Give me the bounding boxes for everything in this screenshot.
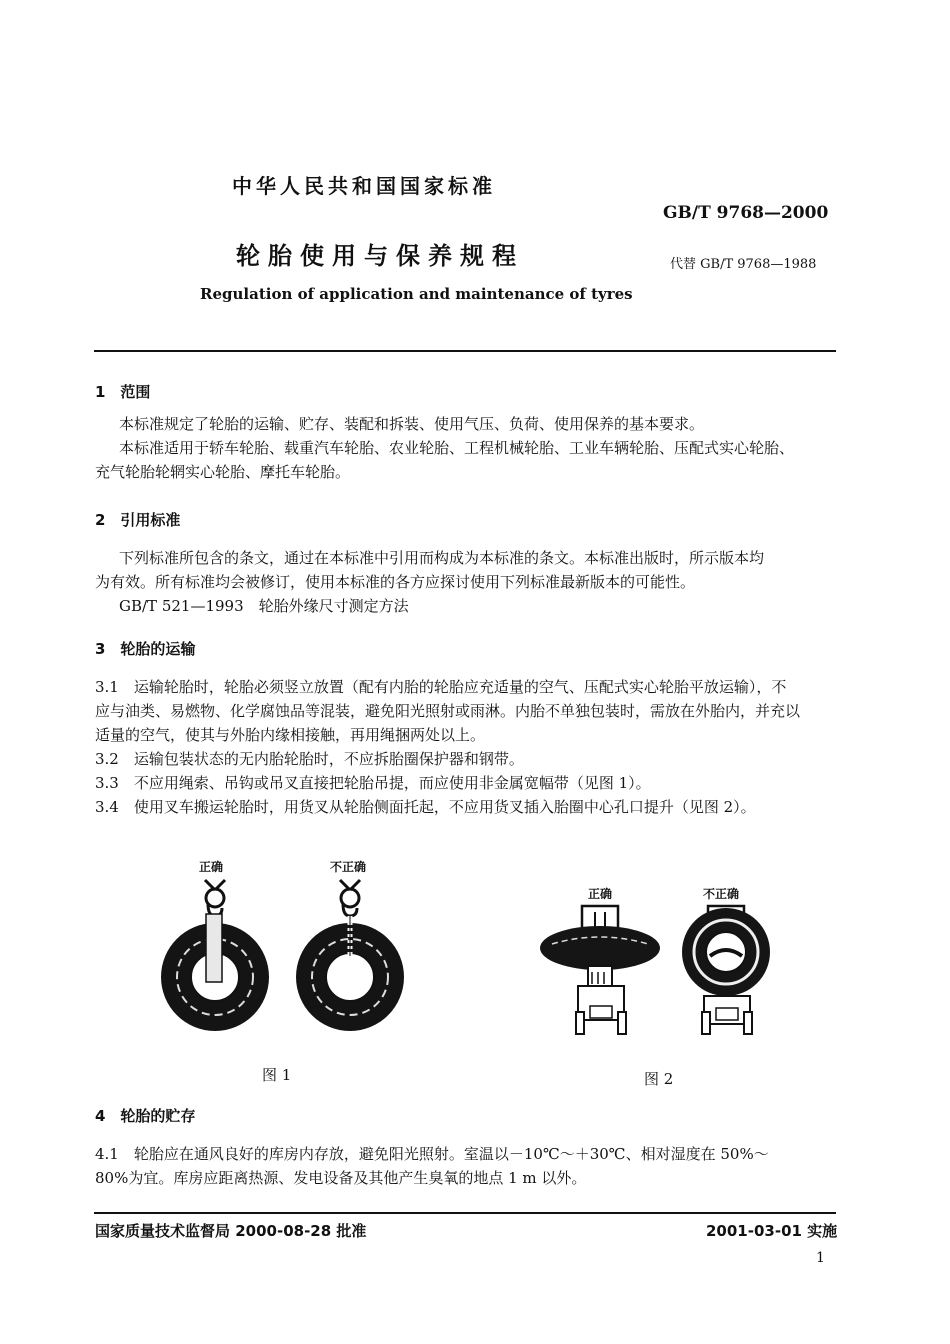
clause: 3.1 运输轮胎时，轮胎必须竖立放置（配有内胎的轮胎应充适量的空气、压配式实心轮胎平放运输），不: [95, 678, 787, 696]
section-heading: 2 引用标准: [95, 511, 181, 529]
section-4-body: [95, 1142, 840, 1190]
paragraph: 为有效。所有标准均会被修订，使用本标准的各方应探讨使用下列标准最新版本的可能性。: [95, 573, 696, 591]
paragraph: 充气轮胎轮辋实心轮胎、摩托车轮胎。: [95, 463, 351, 481]
clause: 3.2 运输包装状态的无内胎轮胎时，不应拆胎圈保护器和钢带。: [95, 750, 524, 768]
page-number: 1: [816, 1250, 825, 1266]
figure-1-incorrect-tyre: [296, 880, 404, 1031]
section-heading: 4 轮胎的贮存: [95, 1107, 196, 1125]
clause: 80%为宜。库房应距离热源、发电设备及其他产生臭氧的地点 1 m 以外。: [95, 1169, 587, 1187]
referenced-standard: GB/T 521—1993 轮胎外缘尺寸测定方法: [119, 597, 409, 615]
effective-date: 2001-03-01 实施: [706, 1222, 838, 1240]
clause: 3.4 使用叉车搬运轮胎时，用货叉从轮胎侧面托起，不应用货叉插入胎圈中心孔口提升（见图 2）。: [95, 798, 756, 816]
section-1-body: [95, 412, 840, 484]
clause: 4.1 轮胎应在通风良好的库房内存放，避免阳光照射。室温以－10℃～＋30℃、相对湿度在 50%～: [95, 1145, 769, 1163]
figure-1-label-correct: 正确: [199, 860, 224, 874]
figure-2-incorrect-forklift: [682, 906, 770, 1034]
paragraph: 下列标准所包含的条文，通过在本标准中引用而构成为本标准的条文。本标准出版时，所示版本均: [119, 549, 765, 567]
section-heading: 1 范围: [95, 383, 151, 401]
figure-2-forklift-illustration: [540, 900, 800, 1040]
approval-line: 国家质量技术监督局 2000-08-28 批准: [95, 1222, 367, 1240]
figure-2-label-incorrect: 不正确: [703, 887, 740, 901]
clause: 适量的空气，使其与外胎内缘相接触，再用绳捆两处以上。: [95, 726, 486, 744]
figure-1-caption: 图 1: [262, 1066, 292, 1084]
paragraph: 本标准规定了轮胎的运输、贮存、装配和拆装、使用气压、负荷、使用保养的基本要求。: [119, 415, 705, 433]
clause: 应与油类、易燃物、化学腐蚀品等混装，避免阳光照射或雨淋。内胎不单独包装时，需放在外胎内，并充以: [95, 702, 801, 720]
standard-code: GB/T 9768—2000: [663, 203, 829, 223]
figure-1-label-incorrect: 不正确: [330, 860, 367, 874]
clause: 3.3 不应用绳索、吊钩或吊叉直接把轮胎吊提，而应使用非金属宽幅带（见图 1）。: [95, 774, 651, 792]
header-divider: [94, 350, 836, 352]
footer-divider: [94, 1212, 836, 1214]
replaces-standard: 代替 GB/T 9768—1988: [670, 257, 817, 272]
section-2-body: [95, 546, 840, 618]
figure-2-caption: 图 2: [644, 1070, 674, 1088]
document-title: 轮胎使用与保养规程: [236, 241, 524, 270]
figure-2-correct-forklift: [540, 906, 660, 1034]
figure-1-tyre-lifting-illustration: [150, 872, 440, 1032]
figure-2-label-correct: 正确: [588, 887, 613, 901]
issuing-country-standard: 中华人民共和国国家标准: [232, 174, 496, 198]
section-3-body: [95, 675, 840, 819]
document-title-english: Regulation of application and maintenance of tyres: [200, 285, 633, 303]
paragraph: 本标准适用于轿车轮胎、载重汽车轮胎、农业轮胎、工程机械轮胎、工业车辆轮胎、压配式实心轮胎、: [119, 439, 795, 457]
figure-1-correct-tyre: [161, 880, 269, 1031]
section-heading: 3 轮胎的运输: [95, 640, 196, 658]
